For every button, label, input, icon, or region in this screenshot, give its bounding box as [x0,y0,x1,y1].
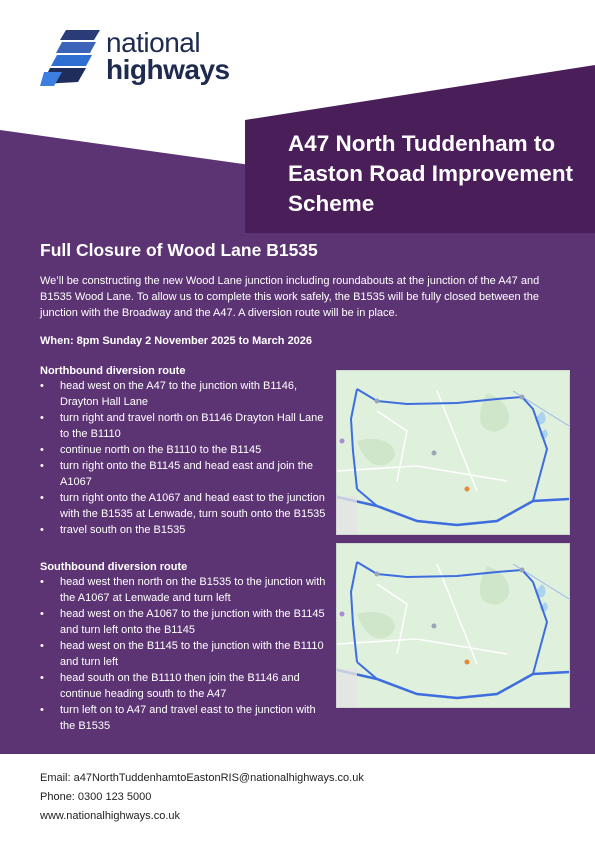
contact-phone: Phone: 0300 123 5000 [40,791,152,803]
logo-text-national: national [106,27,201,58]
list-item-text: turn right and travel north on B1146 Drayton Hall Lane to the B1110 [60,412,324,440]
bullet: • [40,672,44,684]
intro-paragraph: We’ll be constructing the new Wood Lane junction including roundabouts at the junction of the A47 and B1535 Wood Lane. To allow us to complete this work safely, the B1535 will be fully closed between the junction with the Broadway and the A47. A diversion route will be in place. [40,275,540,319]
southbound-section [40,561,330,734]
contact-details [40,769,364,826]
list-item-text: turn left on to A47 and travel east to the junction with the B1535 [60,704,316,732]
list-item-text: turn right onto the A1067 and head east to the junction with the B1535 at Lenwade, turn south onto the B1535 [60,492,326,520]
list-item [40,522,330,538]
list-item [40,702,330,734]
southbound-title: Southbound diversion route [40,561,188,573]
logo-text-highways: highways [106,54,230,85]
list-item [40,490,330,522]
bullet: • [40,412,44,424]
national-highways-logo-mark [40,28,102,88]
list-item [40,458,330,490]
bullet: • [40,640,44,652]
northbound-list [40,378,330,538]
list-item [40,606,330,638]
national-highways-logo [40,28,250,90]
bullet: • [40,524,44,536]
contact-email[interactable]: Email: a47NorthTuddenhamtoEastonRIS@nationalhighways.co.uk [40,772,364,784]
list-item-text: head west on the A1067 to the junction with the B1145 and turn left onto the B1145 [60,608,325,636]
southbound-list [40,574,330,734]
list-item [40,670,330,702]
list-item [40,574,330,606]
when-dates: When: 8pm Sunday 2 November 2025 to March 2026 [40,335,313,347]
list-item [40,410,330,442]
closure-heading: Full Closure of Wood Lane B1535 [40,240,318,260]
bullet: • [40,576,44,588]
northbound-title: Northbound diversion route [40,365,186,377]
scheme-title: A47 North Tuddenham to Easton Road Improvement Scheme [288,131,574,216]
bullet: • [40,460,44,472]
list-item-text: head west on the A47 to the junction with B1146, Drayton Hall Lane [60,380,298,408]
southbound-diversion-map [336,543,570,708]
list-item-text: turn right onto the B1145 and head east and join the A1067 [60,460,313,488]
list-item-text: travel south on the B1535 [60,524,186,536]
bullet: • [40,380,44,392]
bullet: • [40,492,44,504]
contact-website[interactable]: www.nationalhighways.co.uk [40,810,181,822]
bullet: • [40,444,44,456]
list-item-text: head west on the B1145 to the junction with the B1110 and turn left [60,640,324,668]
bullet: • [40,704,44,716]
northbound-diversion-map [336,370,570,535]
list-item [40,442,330,458]
list-item [40,638,330,670]
list-item-text: head west then north on the B1535 to the junction with the A1067 at Lenwade and turn left [60,576,326,604]
list-item-text: continue north on the B1110 to the B1145 [60,444,262,456]
list-item-text: head south on the B1110 then join the B1146 and continue heading south to the A47 [60,672,300,700]
list-item [40,378,330,410]
bullet: • [40,608,44,620]
